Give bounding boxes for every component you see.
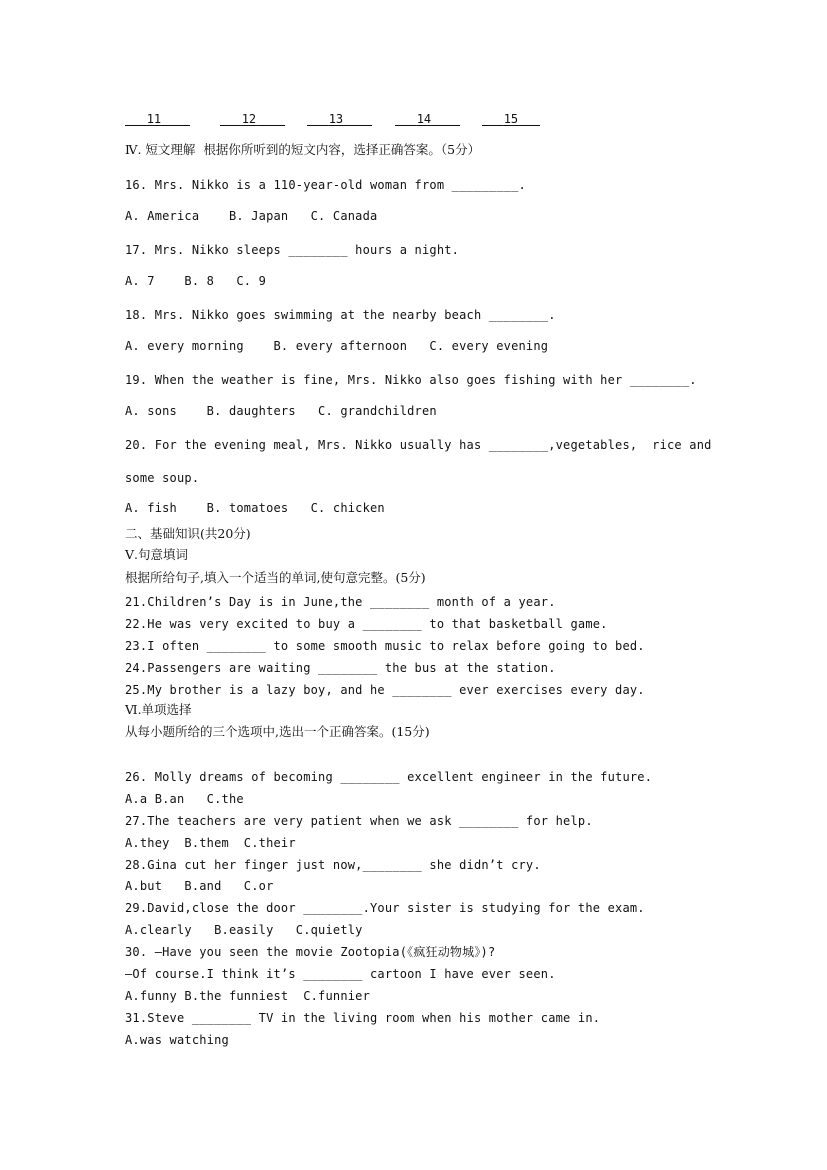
section-5-instructions: 根据所给句子,填入一个适当的单词,使句意完整。(5分) [125,570,426,585]
question-24: 24.Passengers are waiting ________ the bus at the station. [125,661,556,675]
question-31-options: A.was watching [125,1033,229,1047]
question-27-options: A.they B.them C.their [125,836,296,850]
question-30-response: —Of course.I think it’s ________ cartoon I have ever seen. [125,967,556,981]
section-6-instructions: 从每小题所给的三个选项中,选出一个正确答案。(15分) [125,724,430,739]
question-21: 21.Children’s Day is in June,the ________ month of a year. [125,595,556,609]
question-28: 28.Gina cut her finger just now,________ she didn’t cry. [125,858,541,872]
question-23: 23.I often ________ to some smooth music to relax before going to bed. [125,639,645,653]
question-20: 20. For the evening meal, Mrs. Nikko usually has ________,vegetables, rice and [125,438,712,452]
question-20-continued: some soup. [125,471,200,485]
question-28-options: A.but B.and C.or [125,879,274,893]
question-17: 17. Mrs. Nikko sleeps ________ hours a night. [125,243,460,257]
section-5-title: Ⅴ.句意填词 [125,547,189,562]
answer-blank-14: ___14____ [395,112,461,126]
question-19: 19. When the weather is fine, Mrs. Nikko also goes fishing with her ________. [125,373,697,387]
question-20-options: A. fish B. tomatoes C. chicken [125,501,385,515]
section-4-heading: Ⅳ. 短文理解 根据你所听到的短文内容，选择正确答案。（5分） [125,142,481,157]
question-18-options: A. every morning B. every afternoon C. every evening [125,339,549,353]
question-26-options: A.a B.an C.the [125,792,244,806]
question-30: 30. —Have you seen the movie Zootopia(《疯狂动物城》)? [125,945,496,959]
question-16-options: A. America B. Japan C. Canada [125,209,378,223]
answer-blank-11: ___11___ [125,112,191,126]
question-16: 16. Mrs. Nikko is a 110-year-old woman from _________. [125,178,526,192]
question-18: 18. Mrs. Nikko goes swimming at the nearby beach ________. [125,308,556,322]
question-26: 26. Molly dreams of becoming ________ excellent engineer in the future. [125,770,653,784]
question-25: 25.My brother is a lazy boy, and he ________ ever exercises every day. [125,683,645,697]
question-30-options: A.funny B.the funniest C.funnier [125,989,371,1003]
answer-blank-15: ___15___ [482,112,540,126]
question-27: 27.The teachers are very patient when we ask ________ for help. [125,814,593,828]
question-29-options: A.clearly B.easily C.quietly [125,923,363,937]
answer-blank-12: ___12____ [220,112,286,126]
part-2-heading: 二、基础知识(共20分) [125,526,251,541]
question-19-options: A. sons B. daughters C. grandchildren [125,404,437,418]
question-17-options: A. 7 B. 8 C. 9 [125,274,267,288]
answer-blank-13: ___13____ [307,112,373,126]
question-31: 31.Steve ________ TV in the living room when his mother came in. [125,1011,601,1025]
section-6-title: Ⅵ.单项选择 [125,702,192,717]
question-22: 22.He was very excited to buy a ________ to that basketball game. [125,617,608,631]
question-29: 29.David,close the door ________.Your sister is studying for the exam. [125,901,645,915]
